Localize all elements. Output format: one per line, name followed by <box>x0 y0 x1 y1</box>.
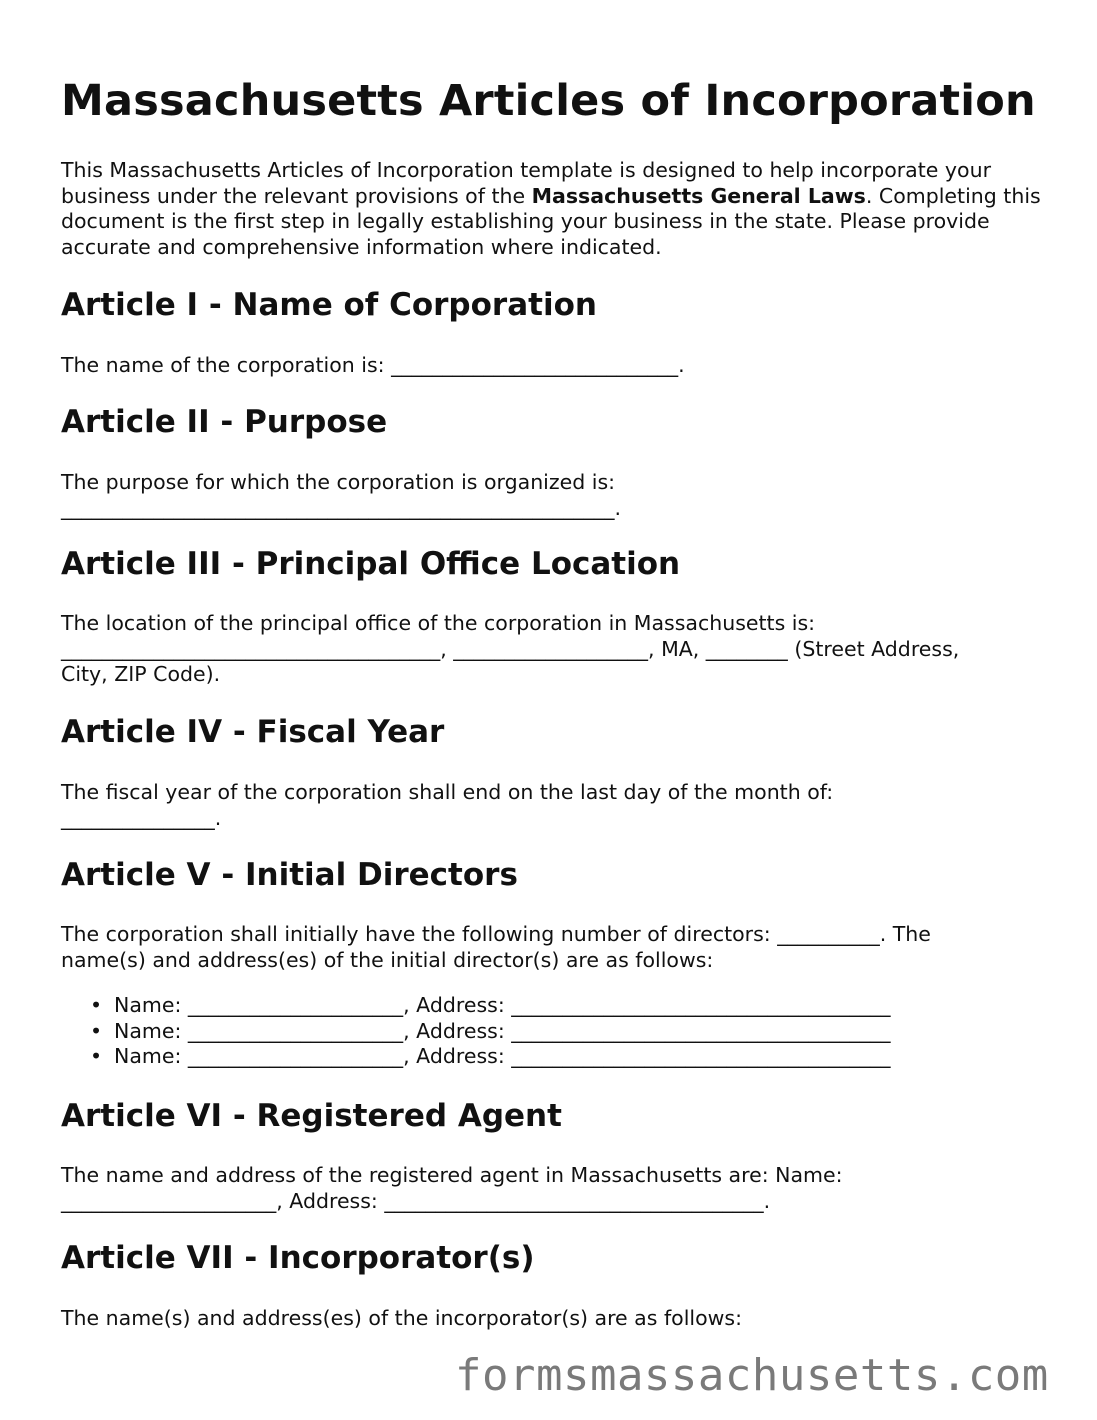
bullet-icon: • <box>90 1044 103 1068</box>
article-7-heading: Article VII - Incorporator(s) <box>61 1240 535 1276</box>
article-4-text: The fiscal year of the corporation shall end on the last day of the month of: _______________. <box>61 780 834 830</box>
article-6-heading: Article VI - Registered Agent <box>61 1098 562 1134</box>
watermark: formsmassachusetts.com <box>455 1350 1049 1401</box>
director-entry-3: Name: _____________________, Address: _____________________________________ <box>114 1044 891 1068</box>
article-6-text: The name and address of the registered agent in Massachusetts are: Name: _____________________, Address: _____________________________________. <box>61 1163 843 1213</box>
document-title: Massachusetts Articles of Incorporation <box>61 76 1036 126</box>
intro-text-1: This Massachusetts Articles of Incorporation template is designed to help incorporate your business under the relevant provisions of the <box>61 158 992 208</box>
intro-bold-laws: Massachusetts General Laws <box>531 183 866 208</box>
article-5-text: The corporation shall initially have the following number of directors: __________. The name(s) and address(es) of the initial director(s) are as follows: <box>61 922 931 972</box>
article-3-text: The location of the principal office of the corporation in Massachusetts is: _____________________________________, ___________________, MA, ________ (Street Address, City, ZIP Code). <box>61 611 960 686</box>
directors-list <box>61 993 891 1070</box>
list-item <box>61 1019 891 1045</box>
article-5-heading: Article V - Initial Directors <box>61 857 518 893</box>
bullet-icon: • <box>90 1018 103 1043</box>
list-item <box>61 993 891 1019</box>
article-2-heading: Article II - Purpose <box>61 404 388 440</box>
intro-text-2: . Completing this document is the first step in legally establishing your business in the state. Please provide accurate and comprehensive information where indicated. <box>61 183 1041 259</box>
director-entry-1: Name: _____________________, Address: _____________________________________ <box>114 993 891 1017</box>
director-entry-2: Name: _____________________, Address: _____________________________________ <box>114 1018 891 1043</box>
article-7-text: The name(s) and address(es) of the incorporator(s) are as follows: <box>61 1306 742 1330</box>
list-item <box>61 1044 891 1070</box>
article-1-text: The name of the corporation is: ____________________________. <box>61 353 685 377</box>
article-4-heading: Article IV - Fiscal Year <box>61 714 445 750</box>
article-1-heading: Article I - Name of Corporation <box>61 287 597 323</box>
bullet-icon: • <box>90 993 103 1017</box>
article-2-text: The purpose for which the corporation is organized is: ______________________________________________________. <box>61 470 622 520</box>
article-3-heading: Article III - Principal Office Location <box>61 546 681 582</box>
intro-paragraph <box>61 158 1046 260</box>
